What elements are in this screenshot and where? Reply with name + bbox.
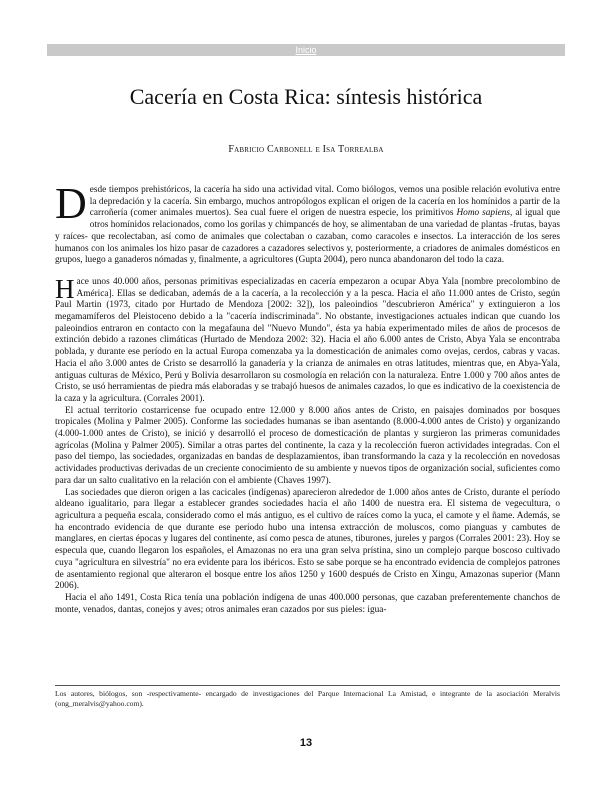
article-authors: Fabricio Carbonell e Isa Torrealba: [228, 144, 384, 155]
paragraph-1: [55, 179, 560, 267]
paragraph-2-text: ace unos 40.000 años, personas primitivas especializadas en cacería empezaron a ocupar Abya Yala [nombre precolombino de América]. Ellas se dedicaban, además de a la cacería, a la recolección y a la pesca. Hacia el año 11.000 antes de Cristo, según Paul Martin (1973, citado por Hurtado de Mendoza [2002: 32]), los paleoindios "descubrieron América" y extinguieron a los megamamíferos del Pleistoceno debido a la "cacería indiscriminada". No obstante, investigaciones actuales indican que cuando los paleoindios entraron en contacto con la megafauna del "Nuevo Mundo", ésta ya había experimentado miles de años de procesos de extinción debido a razones climáticas (Hurtado de Mendoza 2002: 32). Hacia el año 6.000 antes de Cristo, Abya Yala se encontraba poblada, y durante ese período en la actual Europa comenzaba ya la domesticación de animales como ovejas, cerdos, cabras y vacas. Hacia el año 3.000 antes de Cristo se desarrolló la ganadería y la crianza de animales en otras latitudes, mientras que, en Abya-Yala, antiguas culturas de México, Perú y Bolivia desarrollaron su cosmología en relación con la naturaleza. Entre 1.000 y 700 años antes de Cristo, se usó herramientas de piedra más elaboradas y se trabajó huesos de animales cazados, lo que es indicativo de la coexistencia de la caza y la agricultura. (Corrales 2001).: [55, 276, 560, 404]
footnote-divider: [55, 685, 560, 686]
article-body: [55, 179, 560, 616]
page-number: 13: [299, 737, 313, 749]
species-name: Homo sapiens: [456, 208, 511, 219]
top-navigation-bar: [47, 44, 565, 56]
paragraph-5: Hacia el año 1491, Costa Rica tenía una población indígena de unas 400.000 personas, que cazaban preferentemente chanchos de monte, venados, dantas, conejos y aves; otros animales eran cazados por sus pieles: igua-: [55, 592, 560, 615]
paragraph-1-text-a: esde tiempos prehistóricos, la cacería ha sido una actividad vital. Como biólogos, vemos una posible relación evolutiva entre la depredación y la cacería. Sin embargo, muchos antropólogos explican el origen de la cacería en los homínidos a partir de la carroñería (comer animales muertos). Sea cual fuere el origen de nuestra especie, los primitivos: [89, 185, 560, 219]
paragraph-4: Las sociedades que dieron origen a las cacicales (indígenas) aparecieron alrededor de 1.000 años antes de Cristo, durante el período aldeano igualitario, para llegar a establecer grandes sociedades hacia el año 1400 de nuestra era. El sistema de vegecultura, o agricultura a pequeña escala, considerado como el más antiguo, es el cultivo de raíces como la yuca, el camote y el ñame. Además, se ha encontrado evidencia de que durante ese período hubo una intensa extracción de moluscos, como pianguas y cambutes de manglares, en ciertas épocas y lugares del continente, así como pesca de atunes, tiburones, jureles y pargos (Corrales 2001: 23). Hoy se especula que, cuando llegaron los españoles, el Amazonas no era una gran selva prístina, sino un complejo parque boscoso cultivado cuya "agricultura en silvestría" no era evidente para los ibéricos. Esto se sabe porque se ha encontrado evidencia de complejos patrones de asentamiento regional que alteraron el bosque entre los años 1250 y 1600 después de Cristo en Xingu, Amazonas superior (Mann 2006).: [55, 487, 560, 592]
drop-cap-d: D: [55, 179, 87, 228]
paragraph-1-text-b: , al igual que otros homínidos relacionados, como los gorilas y chimpancés de hoy, se alimentaban de una variedad de plantas -frutas, bayas y raíces- que recolectaban, así como de animales que colectaban o cazaban, como caracoles e insectos. La interacción de los seres humanos con los animales los hizo pasar de cazadores a cazadores selectivos y, posteriormente, a criadores de animales domésticos en grupos, luego a ganaderos nómadas y, finalmente, a agricultores (Gupta 2004), pero nunca abandonaron del todo la caza.: [55, 208, 560, 266]
drop-cap-h: H: [55, 273, 75, 304]
paragraph-2: [55, 273, 560, 406]
home-link[interactable]: Inicio: [295, 45, 317, 55]
footnote: Los autores, biólogos, son -respectivamente- encargado de investigaciones del Parque Internacional La Amistad, e integrante de la asociación Meralvis (ong_meralvis@yahoo.com).: [55, 689, 560, 708]
paragraph-3: El actual territorio costarricense fue ocupado entre 12.000 y 8.000 años antes de Cristo, en paisajes dominados por bosques tropicales (Molina y Palmer 2005). Conforme las sociedades humanas se iban asentando (8.000-4.000 antes de Cristo) y organizando (4.000-1.000 antes de Cristo), se inició y desarrolló el proceso de domesticación de plantas y surgieron las primeras comunidades agrícolas (Molina y Palmer 2005). Similar a otras partes del continente, la caza y la recolección fueron actividades integradas. Con el paso del tiempo, las sociedades, organizadas en bandas de desplazamientos, iban transformando la caza y la recolección en novedosas actividades productivas derivadas de un creciente conocimiento de su ambiente y nuevos tipos de organización social, suficientes como para dar un salto cualitativo en la relación con el ambiente (Chaves 1997).: [55, 405, 560, 486]
article-title: Cacería en Costa Rica: síntesis histórica: [129, 84, 483, 109]
